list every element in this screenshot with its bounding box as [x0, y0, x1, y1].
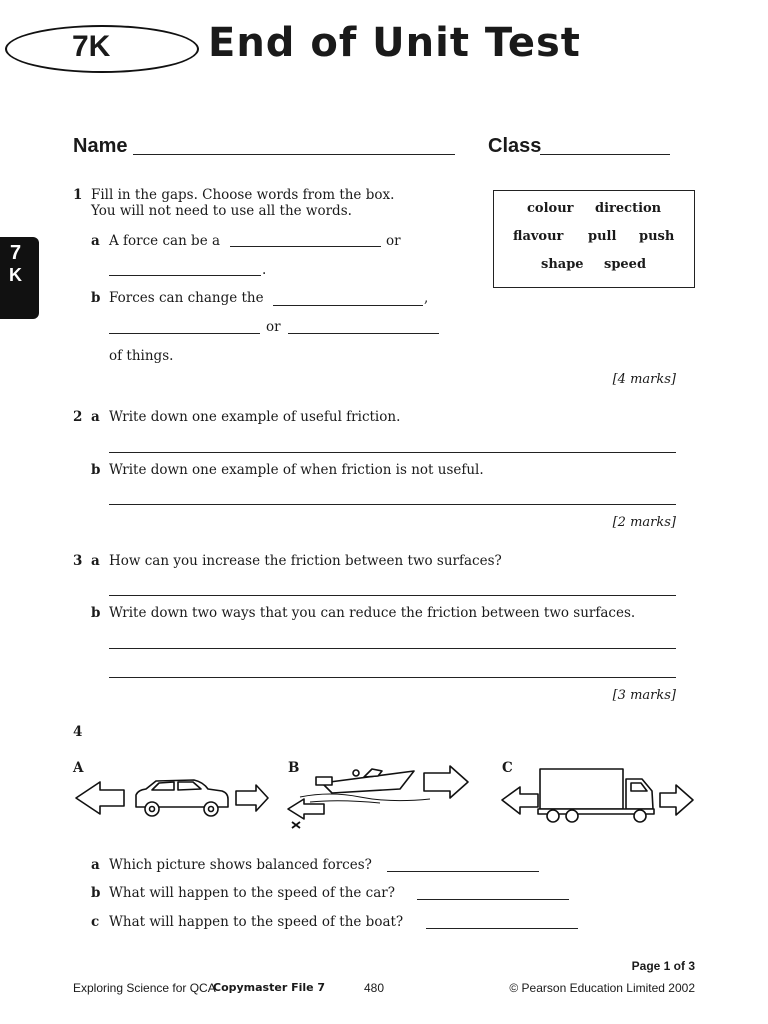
q1-marks: [4 marks] [612, 372, 676, 387]
word-box [493, 190, 695, 288]
q3b-answer-line1[interactable] [109, 648, 676, 649]
q2b-answer-line[interactable] [109, 504, 676, 505]
q2-number: 2 [73, 409, 83, 425]
q3a-label: a [91, 553, 100, 569]
lorry-left-arrow-icon [502, 787, 538, 814]
q4a-blank[interactable] [387, 871, 539, 872]
q1-intro-line2: You will not need to use all the words. [91, 203, 352, 219]
boat-left-arrow-icon [288, 799, 324, 819]
q3a-text: How can you increase the friction between two surfaces? [109, 553, 502, 569]
side-tab-line2: K [9, 265, 22, 285]
q1a-blank2[interactable] [109, 275, 261, 276]
boat-right-arrow-icon [424, 766, 468, 798]
lorry-icon [538, 769, 654, 822]
q1b-text: Forces can change the [109, 290, 264, 306]
q4a-text: Which picture shows balanced forces? [109, 857, 372, 873]
q3a-answer-line[interactable] [109, 595, 676, 596]
q1b-or: or [266, 319, 281, 335]
page-number: Page 1 of 3 [631, 959, 695, 973]
q1b-comma: , [424, 290, 429, 306]
q4b-blank[interactable] [417, 899, 569, 900]
name-field[interactable] [133, 154, 455, 155]
footer-copyright: © Pearson Education Limited 2002 [509, 981, 695, 995]
q3b-text: Write down two ways that you can reduce the friction between two surfaces. [109, 605, 636, 621]
word-flavour: flavour [513, 229, 564, 244]
q3b-label: b [91, 605, 101, 621]
lorry-right-arrow-icon [660, 785, 693, 815]
picture-b-label: B [288, 760, 300, 776]
q1-intro-line1: Fill in the gaps. Choose words from the box. [91, 187, 395, 203]
name-label: Name [73, 135, 128, 157]
page-title: End of Unit Test [208, 20, 581, 66]
footer-number: 480 [364, 981, 385, 995]
q3b-answer-line2[interactable] [109, 677, 676, 678]
q4c-blank[interactable] [426, 928, 578, 929]
q2a-label: a [91, 409, 100, 425]
q1a-text: A force can be a [109, 233, 221, 249]
q2b-label: b [91, 462, 101, 478]
q1-number: 1 [73, 187, 83, 203]
q1a-end: . [262, 262, 267, 278]
q2a-text: Write down one example of useful friction. [109, 409, 401, 425]
unit-code: 7K [72, 30, 111, 63]
q4c-text: What will happen to the speed of the boat? [109, 914, 404, 930]
q2b-text: Write down one example of when friction is not useful. [109, 462, 484, 478]
car-right-arrow-icon [236, 785, 268, 811]
q4a-label: a [91, 857, 100, 873]
q1a-blank1[interactable] [230, 246, 381, 247]
q1b-blank1[interactable] [273, 305, 423, 306]
footer-series: Exploring Science for QCA [73, 981, 216, 995]
q1b-blank3[interactable] [288, 333, 439, 334]
car-icon [136, 780, 228, 816]
force-diagrams [60, 755, 740, 835]
boat-icon [316, 769, 414, 793]
word-shape: shape [541, 257, 584, 272]
picture-c-label: C [502, 760, 513, 776]
picture-a-label: A [73, 760, 84, 776]
word-speed: speed [604, 257, 647, 272]
word-colour: colour [527, 201, 574, 216]
q2-marks: [2 marks] [612, 515, 676, 530]
q1a-or: or [386, 233, 401, 249]
q4-number: 4 [73, 724, 83, 740]
word-push: push [639, 229, 675, 244]
word-direction: direction [595, 201, 662, 216]
class-label: Class [488, 135, 542, 157]
q1b-end: of things. [109, 348, 174, 364]
q2a-answer-line[interactable] [109, 452, 676, 453]
q4b-label: b [91, 885, 101, 901]
q4b-text: What will happen to the speed of the car? [109, 885, 395, 901]
q1b-blank2[interactable] [109, 333, 260, 334]
q1a-label: a [91, 233, 100, 249]
q4c-label: c [91, 914, 100, 930]
footer-copymaster: Copymaster File 7 [213, 981, 326, 994]
q3-marks: [3 marks] [612, 688, 676, 703]
q3-number: 3 [73, 553, 83, 569]
q1b-label: b [91, 290, 101, 306]
class-field[interactable] [540, 154, 670, 155]
car-left-arrow-icon [76, 782, 124, 814]
word-pull: pull [588, 229, 617, 244]
side-tab-line1: 7 [10, 242, 22, 264]
